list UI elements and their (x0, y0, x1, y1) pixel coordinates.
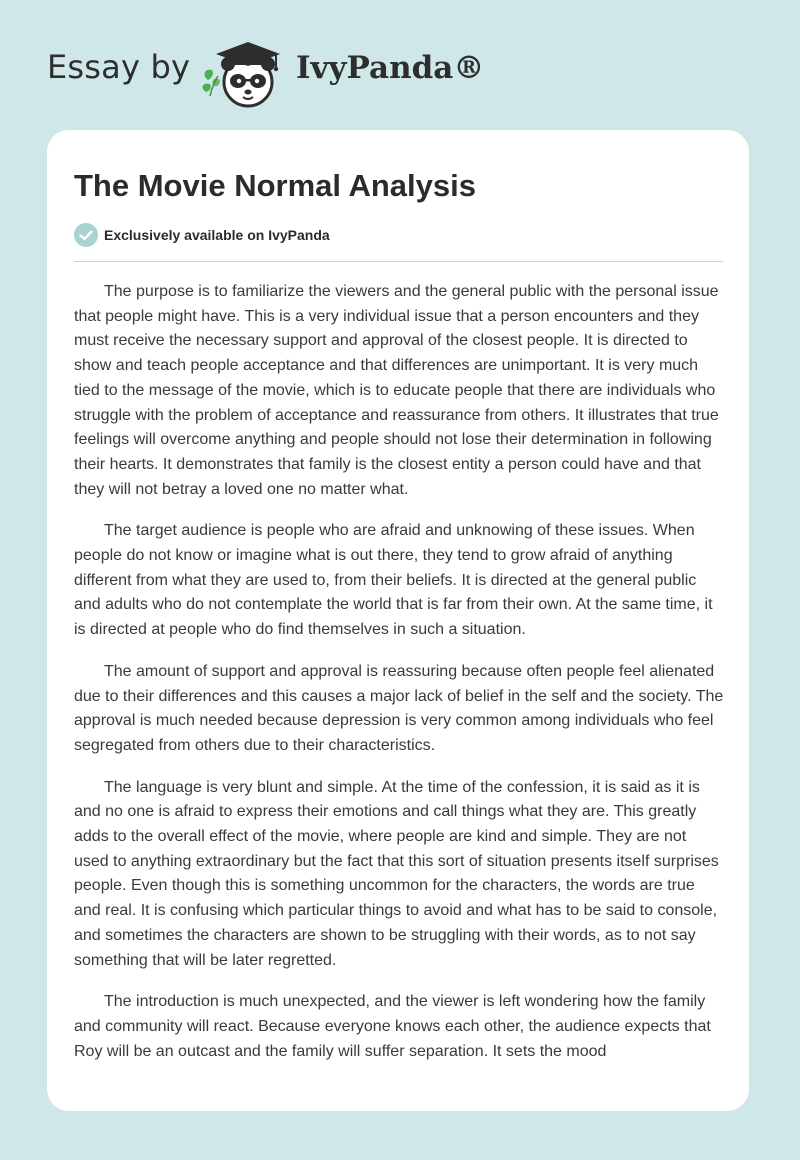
brand-prefix: Essay by (47, 48, 191, 86)
page-title: The Movie Normal Analysis (74, 168, 476, 203)
paragraph: The purpose is to familiarize the viewers and the general public with the personal issue that people might have. This is a very individual issue that a person encounters and they must receive the necessary support and approval of the closest people. It is directed to show and teach people acceptance and that differences are unimportant. It is very much tied to the message of the movie, which is to educate people that there are individuals who struggle with the problem of acceptance and reassurance from others. It illustrates that true feelings will overcome anything and people should not lose their determination in following their hearts. It demonstrates that family is the closest entity a person could have and that they will not betray a loved one no matter what. (74, 283, 719, 498)
site-header (0, 0, 800, 120)
brand-name[interactable]: IvyPanda® (296, 50, 485, 86)
paragraph: The target audience is people who are afraid and unknowing of these issues. When people do not know or imagine what is out there, they tend to grow afraid of anything different from what they are used to, from their beliefs. It is directed at the general public and adults who do not contemplate the world that is far from their own. At the same time, it is directed at people who do find themselves in such a situation. (74, 522, 713, 639)
paragraph: The amount of support and approval is reassuring because often people feel alienated due to their differences and this causes a major lack of belief in the self and the society. The approval is much needed because depression is very common among individuals who feel segregated from others due to their characteristics. (74, 662, 724, 754)
exclusive-badge (74, 222, 330, 248)
article-body (74, 280, 724, 1081)
paragraph: The language is very blunt and simple. At the time of the confession, it is said as it is and no one is afraid to express their emotions and call things what they are. This greatly adds to the overall effect of the movie, where people are kind and simple. They are not used to anything extraordinary but the fact that this sort of situation presents itself surprises people. Even though this is something uncommon for the characters, the words are true and real. It is confusing which particular things to avoid and what has to be said to console, and sometimes the characters are shown to be struggling with their words, as to not say something that will be later regretted. (74, 778, 719, 969)
essay-card (47, 130, 749, 1111)
badge-label: Exclusively available on IvyPanda (104, 227, 330, 243)
graduation-panda-icon[interactable] (200, 36, 292, 110)
divider (74, 261, 723, 262)
check-circle-icon (74, 223, 98, 247)
paragraph: The introduction is much unexpected, and the viewer is left wondering how the family and community will react. Because everyone knows each other, the audience expects that Roy will be an outcast and the family will suffer separation. It sets the mood (74, 993, 711, 1060)
